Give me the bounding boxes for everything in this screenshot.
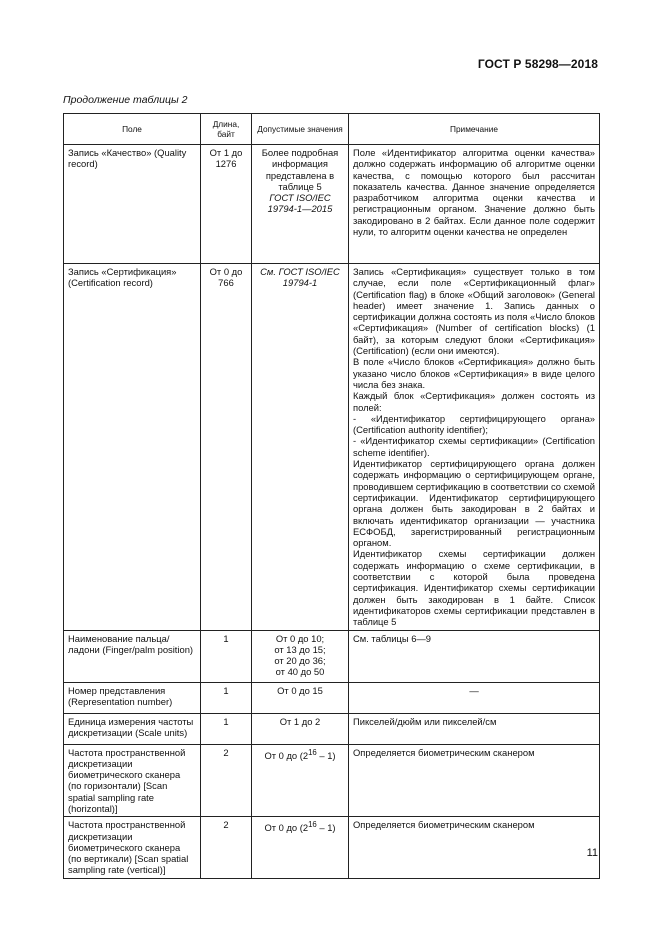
note-paragraph: Идентификатор сертифицирующего органа должен содержать информацию о сертифицирующем органе, проводившем сертификацию в соответствии со схемой сертификации. Идентификатор сертифицирующего органа должен быть закодирован в 2 байтах и включать идентификатор организации — участника ЕСФОБД, зарегистрированный регистрационным органом. <box>353 458 595 549</box>
header-allowed-values: Допустимые значения <box>252 114 349 145</box>
field-note: См. таблицы 6—9 <box>349 630 600 682</box>
allowed-range: от 40 до 50 <box>275 666 325 678</box>
table-row <box>64 630 600 682</box>
allowed-prefix: От 0 до (2 <box>264 822 309 834</box>
table-row <box>64 682 600 713</box>
field-name: Единица измерения частоты дискретизации (Scale units) <box>64 713 201 744</box>
field-length: От 1 до 1276 <box>201 145 252 264</box>
note-paragraph: Каждый блок «Сертификация» должен состоять из полей: <box>353 390 595 413</box>
allowed-range: от 13 до 15; <box>274 643 326 655</box>
table-row <box>64 264 600 631</box>
note-paragraph: В поле «Число блоков «Сертификация» должно быть указано число блоков «Сертификация» в виде целого числа без знака. <box>353 356 595 390</box>
table-row <box>64 744 600 817</box>
standard-reference: ГОСТ ISO/IEC 19794-1—2015 <box>267 192 333 215</box>
allowed-range: От 0 до 10; <box>275 632 325 644</box>
field-name: Наименование пальца/ладони (Finger/palm position) <box>64 630 201 682</box>
note-paragraph: Идентификатор схемы сертификации должен содержать информацию о схеме сертификации, в соответствии с которой была проведена сертификация. Идентификатор схемы сертификации должен быть закодирован в 1 байте. Список идентификаторов схемы сертификации представлен в таблице 5 <box>353 548 595 628</box>
field-allowed-values <box>252 744 349 817</box>
table-row <box>64 145 600 264</box>
field-allowed-values <box>252 817 349 878</box>
allowed-exponent: 16 <box>308 820 317 830</box>
field-note: Поле «Идентификатор алгоритма оценки качества» должно содержать информацию об алгоритме оценки качества, с помощью которого был рассчитан показатель качества. Данное значение определяется разработчиком алгоритма оценки качества и регистрационным органом. Значение должно быть закодировано в 2 байтах. Если данное поле содержит нули, то алгоритм оценки качества не определен <box>349 145 600 264</box>
field-note <box>349 264 600 631</box>
allowed-suffix: – 1) <box>316 749 336 761</box>
field-length: 1 <box>201 630 252 682</box>
header-field: Поле <box>64 114 201 145</box>
field-allowed-values: От 1 до 2 <box>252 713 349 744</box>
allowed-text: Более подробная информация представлена в таблице 5 <box>261 147 339 192</box>
allowed-exponent: 16 <box>308 747 317 757</box>
field-note: Определяется биометрическим сканером <box>349 817 600 878</box>
table-row <box>64 713 600 744</box>
allowed-prefix: От 0 до (2 <box>264 749 309 761</box>
standard-designation: ГОСТ Р 58298—2018 <box>477 57 598 71</box>
field-note: Определяется биометрическим сканером <box>349 744 600 817</box>
allowed-range: от 20 до 36; <box>274 655 326 667</box>
field-allowed-values: См. ГОСТ ISO/IEC 19794-1 <box>252 264 349 631</box>
note-paragraph: Запись «Сертификация» существует только в том случае, если поле «Сертификационный флаг» (Certification flag) в блоке «Общий заголовок» (General header) имеет значение 1. Запись данных о сертификации должна состоять из поля «Число блоков «Сертификация» (Number of certification blocks) (1 байт), за которым следуют блоки «Сертификация» (Certification) (если они имеются). <box>353 266 595 357</box>
header-length: Длина, байт <box>201 114 252 145</box>
page-number: 11 <box>586 847 598 859</box>
table-row <box>64 817 600 878</box>
allowed-suffix: – 1) <box>316 822 336 834</box>
field-name: Номер представления (Representation number) <box>64 682 201 713</box>
field-name: Запись «Качество» (Quality record) <box>64 145 201 264</box>
table-continuation-caption: Продолжение таблицы 2 <box>63 94 188 106</box>
field-note: — <box>349 682 600 713</box>
field-length: 2 <box>201 744 252 817</box>
field-name: Частота пространственной дискретизации биометрического сканера (по горизонтали) [Scan spatial sampling rate (horizontal)] <box>64 744 201 817</box>
header-note: Примечание <box>349 114 600 145</box>
table-header-row <box>64 114 600 145</box>
field-allowed-values <box>252 145 349 264</box>
note-paragraph: - «Идентификатор схемы сертификации» (Certification scheme identifier). <box>353 435 595 458</box>
field-length: 2 <box>201 817 252 878</box>
field-allowed-values: От 0 до 15 <box>252 682 349 713</box>
field-length: 1 <box>201 682 252 713</box>
field-name: Частота пространственной дискретизации биометрического сканера (по вертикали) [Scan spatial sampling rate (vertical)] <box>64 817 201 878</box>
field-length: 1 <box>201 713 252 744</box>
field-note: Пикселей/дюйм или пикселей/см <box>349 713 600 744</box>
field-allowed-values <box>252 630 349 682</box>
note-paragraph: - «Идентификатор сертифицирующего органа» (Certification authority identifier); <box>353 412 595 436</box>
field-length: От 0 до 766 <box>201 264 252 631</box>
field-name: Запись «Сертификация» (Certification record) <box>64 264 201 631</box>
format-table <box>63 113 600 879</box>
